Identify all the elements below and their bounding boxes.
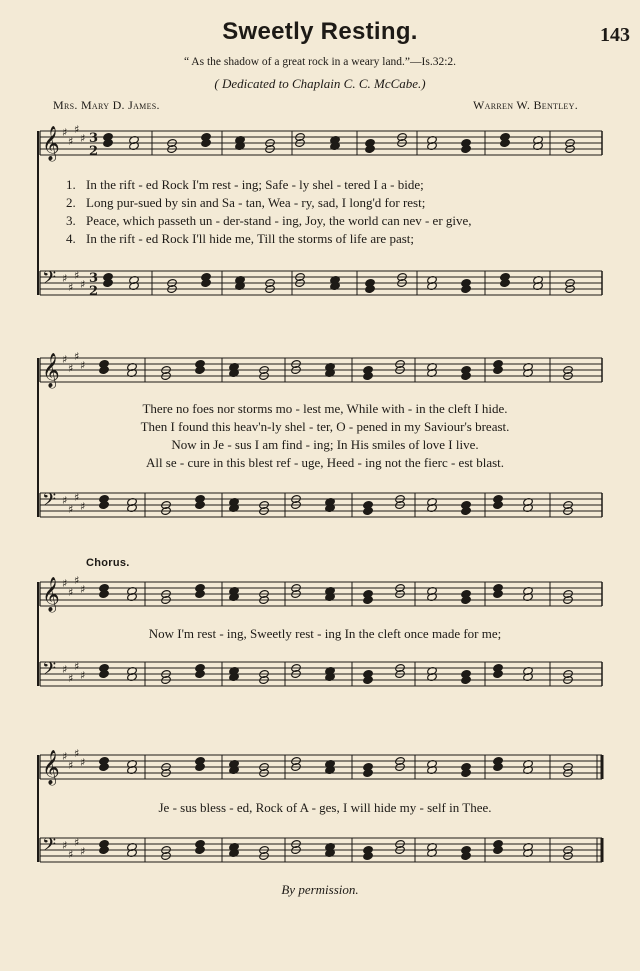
- sharp-icon: ♯: [74, 123, 80, 136]
- sharp-icon: ♯: [62, 272, 68, 285]
- sharp-icon: ♯: [80, 132, 86, 145]
- sharp-icon: ♯: [62, 663, 68, 676]
- sharp-icon: ♯: [68, 362, 74, 375]
- sharp-icon: ♯: [68, 503, 74, 516]
- verse-text: In the rift - ed Rock I'm rest - ing; Safe - ly shel - tered I a - bide;: [86, 177, 424, 192]
- sharp-icon: ♯: [62, 126, 68, 139]
- sharp-icon: ♯: [62, 577, 68, 590]
- chorus-line-1: Now I'm rest - ing, Sweetly rest - ing In the cleft once made for me;: [148, 626, 502, 641]
- sharp-icon: ♯: [62, 494, 68, 507]
- sharp-icon: ♯: [68, 586, 74, 599]
- treble-clef-icon: 𝄞: [42, 353, 60, 388]
- sharp-icon: ♯: [80, 583, 86, 596]
- verse-line-3: [66, 213, 596, 229]
- verse-text: In the rift - ed Rock I'll hide me, Till the storms of life are past;: [86, 231, 415, 246]
- sharp-icon: ♯: [68, 672, 74, 685]
- sharp-icon: ♯: [80, 669, 86, 682]
- chorus-label: Chorus.: [86, 557, 130, 569]
- sharp-icon: ♯: [62, 750, 68, 763]
- treble-clef-icon: 𝄞: [42, 126, 60, 161]
- time-signature-top: 3: [89, 131, 99, 146]
- sharp-icon: ♯: [74, 269, 80, 282]
- dedication: ( Dedicated to Chaplain C. C. McCabe.): [214, 76, 426, 91]
- sharp-icon: ♯: [80, 756, 86, 769]
- lyricist-credit: Mrs. Mary D. James.: [53, 98, 160, 112]
- sharp-icon: ♯: [68, 848, 74, 861]
- sharp-icon: ♯: [68, 135, 74, 148]
- verse-continuation-2: Then I found this heav'n-ly shel - ter, O - pened in my Saviour's breast.: [140, 419, 510, 434]
- composer-credit: Warren W. Bentley.: [473, 98, 578, 112]
- epigraph: “ As the shadow of a great rock in a weary land.”—Is.32:2.: [183, 56, 457, 68]
- sharp-icon: ♯: [80, 359, 86, 372]
- sharp-icon: ♯: [80, 845, 86, 858]
- bass-clef-icon: 𝄢: [42, 490, 57, 515]
- sharp-icon: ♯: [68, 759, 74, 772]
- verse-number: 1.: [66, 177, 76, 192]
- verse-number: 2.: [66, 195, 76, 210]
- verse-continuation-4: All se - cure in this blest ref - uge, Heed - ing not the fierc - est blast.: [145, 455, 505, 470]
- sharp-icon: ♯: [74, 747, 80, 760]
- verse-number: 3.: [66, 213, 76, 228]
- page-title: Sweetly Resting.: [222, 18, 418, 45]
- time-signature-top: 3: [89, 271, 99, 286]
- bass-clef-icon: 𝄢: [42, 835, 57, 860]
- sharp-icon: ♯: [74, 574, 80, 587]
- sharp-icon: ♯: [74, 660, 80, 673]
- verse-text: Peace, which passeth un - der-stand - ing, Joy, the world can nev - er give,: [86, 213, 472, 228]
- verse-continuation-1: There no foes nor storms mo - lest me, While with - in the cleft I hide.: [142, 401, 508, 416]
- sharp-icon: ♯: [74, 836, 80, 849]
- time-signature-bottom: 2: [89, 144, 99, 159]
- sharp-icon: ♯: [80, 500, 86, 513]
- sharp-icon: ♯: [74, 491, 80, 504]
- verse-continuation-3: Now in Je - sus I am find - ing; In His smiles of love I live.: [171, 437, 479, 452]
- sharp-icon: ♯: [68, 281, 74, 294]
- sharp-icon: ♯: [62, 353, 68, 366]
- bass-clef-icon: 𝄢: [42, 659, 57, 684]
- sharp-icon: ♯: [62, 839, 68, 852]
- verse-line-1: [66, 177, 596, 193]
- sharp-icon: ♯: [80, 278, 86, 291]
- chorus-line-2: Je - sus bless - ed, Rock of A - ges, I will hide my - self in Thee.: [158, 800, 492, 815]
- treble-clef-icon: 𝄞: [42, 750, 60, 785]
- treble-clef-icon: 𝄞: [42, 577, 60, 612]
- verse-line-2: [66, 195, 596, 211]
- verse-line-4: [66, 231, 596, 247]
- permission-note: By permission.: [281, 882, 359, 897]
- verse-number: 4.: [66, 231, 76, 246]
- verse-text: Long pur-sued by sin and Sa - tan, Wea - ry, sad, I long'd for rest;: [86, 195, 426, 210]
- page-number: 143: [600, 24, 630, 46]
- sharp-icon: ♯: [74, 350, 80, 363]
- bass-clef-icon: 𝄢: [42, 268, 57, 293]
- time-signature-bottom: 2: [89, 284, 99, 299]
